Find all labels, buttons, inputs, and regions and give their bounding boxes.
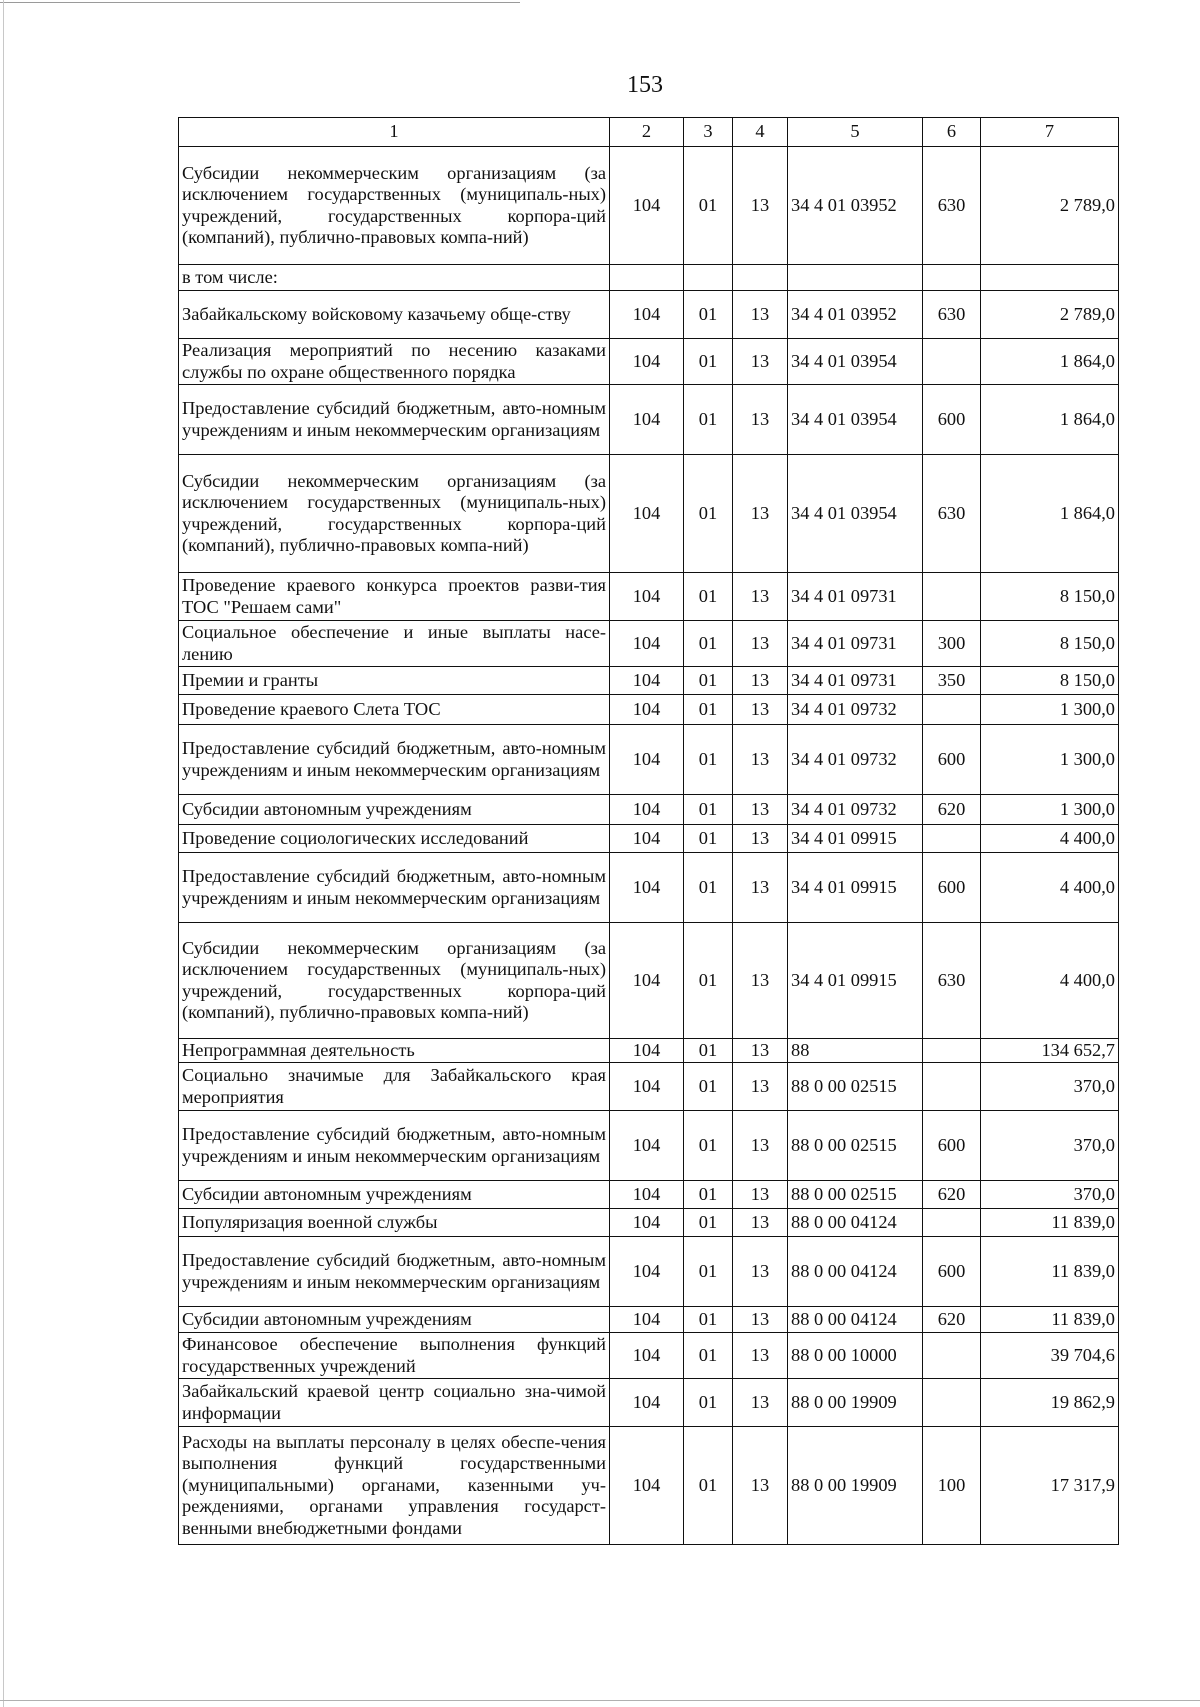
cell-expense-type <box>923 1379 981 1427</box>
cell-expense-type: 600 <box>923 853 981 923</box>
cell-subsection-2: 13 <box>733 1181 788 1209</box>
cell-subsection-2: 13 <box>733 1333 788 1379</box>
column-header: 5 <box>788 118 923 147</box>
cell-subsection-2: 13 <box>733 1063 788 1111</box>
cell-expense-type <box>923 1039 981 1063</box>
row-description: Субсидии некоммерческим организациям (за исключением государственных (муниципаль-ных) учреждений, государственных корпора-ций (компаний), публично-правовых компа-ний) <box>179 147 610 265</box>
cell-section <box>610 265 684 291</box>
cell-expense-type: 620 <box>923 1307 981 1333</box>
cell-expense-type: 600 <box>923 1111 981 1181</box>
cell-subsection: 01 <box>684 621 733 667</box>
cell-amount: 1 864,0 <box>981 339 1119 385</box>
table-row <box>179 1333 1119 1379</box>
cell-amount: 4 400,0 <box>981 825 1119 853</box>
cell-target-code: 34 4 01 09732 <box>788 695 923 725</box>
row-description: Проведение краевого конкурса проектов разви-тия ТОС "Решаем сами" <box>179 573 610 621</box>
cell-expense-type <box>923 1333 981 1379</box>
cell-expense-type: 600 <box>923 385 981 455</box>
cell-amount: 134 652,7 <box>981 1039 1119 1063</box>
row-description: Предоставление субсидий бюджетным, авто-номным учреждениям и иным некоммерческим организациям <box>179 385 610 455</box>
table-row <box>179 725 1119 795</box>
cell-target-code: 88 0 00 19909 <box>788 1379 923 1427</box>
header-row <box>179 118 1119 147</box>
cell-subsection: 01 <box>684 795 733 825</box>
table-row <box>179 923 1119 1039</box>
cell-target-code: 88 0 00 04124 <box>788 1237 923 1307</box>
cell-subsection: 01 <box>684 1209 733 1237</box>
cell-subsection-2: 13 <box>733 1209 788 1237</box>
scan-edge-left <box>3 0 4 1707</box>
cell-target-code: 88 0 00 02515 <box>788 1063 923 1111</box>
cell-expense-type <box>923 573 981 621</box>
cell-section: 104 <box>610 573 684 621</box>
scan-edge-top <box>0 2 520 3</box>
row-description: Непрограммная деятельность <box>179 1039 610 1063</box>
cell-amount: 19 862,9 <box>981 1379 1119 1427</box>
cell-subsection: 01 <box>684 825 733 853</box>
cell-amount: 2 789,0 <box>981 147 1119 265</box>
row-description: Субсидии некоммерческим организациям (за исключением государственных (муниципаль-ных) учреждений, государственных корпора-ций (компаний), публично-правовых компа-ний) <box>179 923 610 1039</box>
cell-section: 104 <box>610 853 684 923</box>
cell-amount: 11 839,0 <box>981 1209 1119 1237</box>
cell-subsection: 01 <box>684 1039 733 1063</box>
cell-section: 104 <box>610 1333 684 1379</box>
cell-expense-type <box>923 825 981 853</box>
cell-amount: 8 150,0 <box>981 573 1119 621</box>
cell-subsection: 01 <box>684 1379 733 1427</box>
cell-subsection: 01 <box>684 1111 733 1181</box>
cell-amount: 370,0 <box>981 1111 1119 1181</box>
cell-amount: 39 704,6 <box>981 1333 1119 1379</box>
cell-subsection-2: 13 <box>733 621 788 667</box>
cell-subsection-2: 13 <box>733 825 788 853</box>
cell-expense-type <box>923 339 981 385</box>
cell-subsection: 01 <box>684 385 733 455</box>
cell-subsection: 01 <box>684 147 733 265</box>
cell-subsection: 01 <box>684 725 733 795</box>
cell-expense-type <box>923 265 981 291</box>
cell-subsection-2: 13 <box>733 573 788 621</box>
cell-expense-type <box>923 695 981 725</box>
column-header: 2 <box>610 118 684 147</box>
table-row <box>179 795 1119 825</box>
cell-target-code: 34 4 01 09731 <box>788 573 923 621</box>
cell-subsection-2 <box>733 265 788 291</box>
cell-subsection-2: 13 <box>733 147 788 265</box>
cell-amount: 4 400,0 <box>981 923 1119 1039</box>
cell-subsection: 01 <box>684 853 733 923</box>
cell-target-code: 34 4 01 03952 <box>788 147 923 265</box>
cell-target-code: 34 4 01 03952 <box>788 291 923 339</box>
cell-amount: 17 317,9 <box>981 1427 1119 1545</box>
cell-expense-type: 630 <box>923 291 981 339</box>
cell-target-code: 88 0 00 04124 <box>788 1209 923 1237</box>
cell-amount: 4 400,0 <box>981 853 1119 923</box>
cell-subsection: 01 <box>684 1307 733 1333</box>
cell-target-code: 34 4 01 09915 <box>788 923 923 1039</box>
row-description: Предоставление субсидий бюджетным, авто-номным учреждениям и иным некоммерческим организациям <box>179 853 610 923</box>
cell-subsection-2: 13 <box>733 1111 788 1181</box>
cell-target-code: 34 4 01 09915 <box>788 853 923 923</box>
row-description: Забайкальский краевой центр социально зна-чимой информации <box>179 1379 610 1427</box>
cell-section: 104 <box>610 1307 684 1333</box>
cell-expense-type: 630 <box>923 923 981 1039</box>
budget-table <box>178 117 1119 1545</box>
cell-target-code: 88 0 00 02515 <box>788 1111 923 1181</box>
cell-target-code: 34 4 01 09732 <box>788 795 923 825</box>
cell-expense-type: 600 <box>923 725 981 795</box>
cell-subsection: 01 <box>684 455 733 573</box>
cell-subsection-2: 13 <box>733 291 788 339</box>
table-row <box>179 455 1119 573</box>
row-description: Проведение социологических исследований <box>179 825 610 853</box>
cell-amount: 1 864,0 <box>981 455 1119 573</box>
cell-expense-type <box>923 1209 981 1237</box>
cell-subsection: 01 <box>684 923 733 1039</box>
table-row <box>179 1209 1119 1237</box>
cell-subsection: 01 <box>684 1181 733 1209</box>
row-description: Субсидии автономным учреждениям <box>179 795 610 825</box>
cell-subsection-2: 13 <box>733 795 788 825</box>
row-description: Проведение краевого Слета ТОС <box>179 695 610 725</box>
cell-section: 104 <box>610 621 684 667</box>
cell-subsection-2: 13 <box>733 1039 788 1063</box>
cell-expense-type: 630 <box>923 147 981 265</box>
table-row <box>179 339 1119 385</box>
cell-expense-type: 600 <box>923 1237 981 1307</box>
cell-amount: 11 839,0 <box>981 1307 1119 1333</box>
cell-amount: 8 150,0 <box>981 667 1119 695</box>
cell-expense-type: 100 <box>923 1427 981 1545</box>
row-description: Популяризация военной службы <box>179 1209 610 1237</box>
cell-target-code: 34 4 01 09731 <box>788 667 923 695</box>
cell-amount: 370,0 <box>981 1181 1119 1209</box>
cell-subsection: 01 <box>684 291 733 339</box>
cell-target-code: 34 4 01 03954 <box>788 455 923 573</box>
cell-amount: 1 300,0 <box>981 795 1119 825</box>
cell-target-code: 88 <box>788 1039 923 1063</box>
cell-expense-type: 630 <box>923 455 981 573</box>
cell-section: 104 <box>610 291 684 339</box>
table-row <box>179 1063 1119 1111</box>
cell-section: 104 <box>610 385 684 455</box>
cell-target-code: 34 4 01 03954 <box>788 385 923 455</box>
cell-section: 104 <box>610 1063 684 1111</box>
table-row <box>179 853 1119 923</box>
cell-section: 104 <box>610 1181 684 1209</box>
table-row <box>179 667 1119 695</box>
cell-target-code: 88 0 00 10000 <box>788 1333 923 1379</box>
cell-expense-type: 300 <box>923 621 981 667</box>
column-header: 6 <box>923 118 981 147</box>
table-row <box>179 291 1119 339</box>
cell-amount: 2 789,0 <box>981 291 1119 339</box>
page-number: 153 <box>627 72 663 98</box>
row-description: Предоставление субсидий бюджетным, авто-номным учреждениям и иным некоммерческим организациям <box>179 725 610 795</box>
cell-expense-type: 620 <box>923 1181 981 1209</box>
cell-amount <box>981 265 1119 291</box>
table-row <box>179 147 1119 265</box>
cell-amount: 1 864,0 <box>981 385 1119 455</box>
table-row <box>179 825 1119 853</box>
cell-subsection: 01 <box>684 667 733 695</box>
cell-subsection: 01 <box>684 1237 733 1307</box>
cell-amount: 1 300,0 <box>981 725 1119 795</box>
table-row <box>179 1111 1119 1181</box>
cell-section: 104 <box>610 1237 684 1307</box>
row-description: Финансовое обеспечение выполнения функций государственных учреждений <box>179 1333 610 1379</box>
cell-subsection-2: 13 <box>733 725 788 795</box>
cell-expense-type <box>923 1063 981 1111</box>
cell-section: 104 <box>610 725 684 795</box>
cell-subsection-2: 13 <box>733 1379 788 1427</box>
cell-section: 104 <box>610 1039 684 1063</box>
row-description: Социальное обеспечение и иные выплаты насе-лению <box>179 621 610 667</box>
table-row <box>179 1039 1119 1063</box>
row-description: Социально значимые для Забайкальского края мероприятия <box>179 1063 610 1111</box>
cell-section: 104 <box>610 1427 684 1545</box>
cell-subsection-2: 13 <box>733 455 788 573</box>
row-description: в том числе: <box>179 265 610 291</box>
table-row <box>179 1237 1119 1307</box>
column-header: 4 <box>733 118 788 147</box>
cell-subsection: 01 <box>684 1427 733 1545</box>
cell-section: 104 <box>610 667 684 695</box>
cell-section: 104 <box>610 1111 684 1181</box>
table-row <box>179 1379 1119 1427</box>
table-row <box>179 621 1119 667</box>
cell-subsection <box>684 265 733 291</box>
row-description: Предоставление субсидий бюджетным, авто-номным учреждениям и иным некоммерческим организациям <box>179 1237 610 1307</box>
row-description: Субсидии некоммерческим организациям (за исключением государственных (муниципаль-ных) учреждений, государственных корпора-ций (компаний), публично-правовых компа-ний) <box>179 455 610 573</box>
cell-section: 104 <box>610 147 684 265</box>
cell-amount: 11 839,0 <box>981 1237 1119 1307</box>
cell-expense-type: 350 <box>923 667 981 695</box>
cell-section: 104 <box>610 1209 684 1237</box>
row-description: Премии и гранты <box>179 667 610 695</box>
cell-target-code: 88 0 00 02515 <box>788 1181 923 1209</box>
cell-expense-type: 620 <box>923 795 981 825</box>
cell-target-code: 88 0 00 04124 <box>788 1307 923 1333</box>
cell-subsection-2: 13 <box>733 339 788 385</box>
cell-amount: 1 300,0 <box>981 695 1119 725</box>
scan-edge-bottom <box>0 1700 1200 1701</box>
column-header: 3 <box>684 118 733 147</box>
cell-subsection-2: 13 <box>733 853 788 923</box>
cell-amount: 8 150,0 <box>981 621 1119 667</box>
cell-subsection: 01 <box>684 1333 733 1379</box>
row-description: Забайкальскому войсковому казачьему обще-ству <box>179 291 610 339</box>
cell-target-code: 34 4 01 09732 <box>788 725 923 795</box>
table-row <box>179 385 1119 455</box>
row-description: Субсидии автономным учреждениям <box>179 1307 610 1333</box>
table-row <box>179 265 1119 291</box>
row-description: Предоставление субсидий бюджетным, авто-номным учреждениям и иным некоммерческим организациям <box>179 1111 610 1181</box>
cell-section: 104 <box>610 339 684 385</box>
cell-subsection-2: 13 <box>733 1307 788 1333</box>
table-row <box>179 1427 1119 1545</box>
cell-target-code: 34 4 01 09915 <box>788 825 923 853</box>
cell-subsection: 01 <box>684 1063 733 1111</box>
cell-target-code: 34 4 01 03954 <box>788 339 923 385</box>
cell-section: 104 <box>610 1379 684 1427</box>
table-row <box>179 573 1119 621</box>
cell-subsection-2: 13 <box>733 385 788 455</box>
cell-subsection-2: 13 <box>733 1237 788 1307</box>
cell-subsection-2: 13 <box>733 923 788 1039</box>
cell-target-code: 34 4 01 09731 <box>788 621 923 667</box>
column-header: 7 <box>981 118 1119 147</box>
cell-subsection-2: 13 <box>733 667 788 695</box>
cell-section: 104 <box>610 455 684 573</box>
table-row <box>179 695 1119 725</box>
cell-subsection: 01 <box>684 573 733 621</box>
cell-subsection-2: 13 <box>733 1427 788 1545</box>
column-header: 1 <box>179 118 610 147</box>
cell-subsection: 01 <box>684 339 733 385</box>
cell-subsection: 01 <box>684 695 733 725</box>
cell-subsection-2: 13 <box>733 695 788 725</box>
table-row <box>179 1181 1119 1209</box>
cell-target-code <box>788 265 923 291</box>
row-description: Субсидии автономным учреждениям <box>179 1181 610 1209</box>
row-description: Реализация мероприятий по несению казаками службы по охране общественного порядка <box>179 339 610 385</box>
cell-section: 104 <box>610 825 684 853</box>
cell-target-code: 88 0 00 19909 <box>788 1427 923 1545</box>
table-row <box>179 1307 1119 1333</box>
cell-section: 104 <box>610 795 684 825</box>
cell-section: 104 <box>610 695 684 725</box>
row-description: Расходы на выплаты персоналу в целях обеспе-чения выполнения функций государственными (муниципальными) органами, казенными уч-реждениями, органами управления государст-венными внебюджетными фондами <box>179 1427 610 1545</box>
cell-section: 104 <box>610 923 684 1039</box>
cell-amount: 370,0 <box>981 1063 1119 1111</box>
